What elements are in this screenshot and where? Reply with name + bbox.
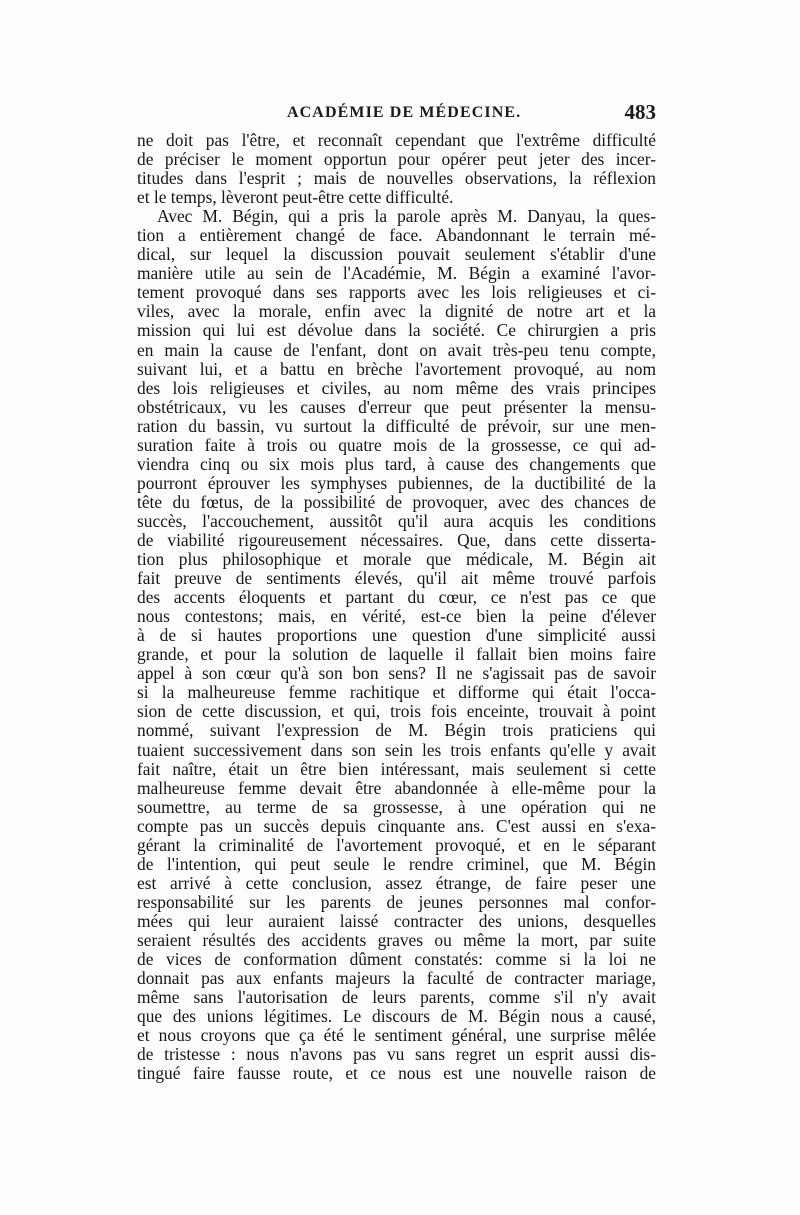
- text-line: tion a entièrement changé de face. Abandonnant le terrain mé-: [137, 225, 656, 246]
- text-line: tête du fœtus, de la possibilité de provoquer, avec des chances de: [137, 491, 656, 512]
- text-line: ne doit pas l'être, et reconnaît cependant que l'extrême difficulté: [137, 130, 656, 150]
- text-line: en main la cause de l'enfant, dont on avait très-peu tenu compte,: [137, 339, 656, 360]
- text-line: à de si hautes proportions une question d'une simplicité aussi: [137, 625, 656, 646]
- text-line: des accents éloquents et partant du cœur, ce n'est pas ce que: [137, 587, 656, 608]
- text-line: obstétricaux, vu les causes d'erreur que peut présenter la mensu-: [137, 396, 656, 417]
- text-line: des lois religieuses et civiles, au nom même des vrais principes: [137, 377, 656, 398]
- text-line: mées qui leur auraient laissé contracter des unions, desquelles: [137, 910, 656, 931]
- text-line: gérant la criminalité de l'avortement provoqué, et en le séparant: [137, 834, 656, 855]
- text-line: et le temps, lèveront peut-être cette difficulté.: [137, 187, 454, 208]
- text-line: que des unions légitimes. Le discours de M. Bégin nous a causé,: [137, 1006, 656, 1027]
- text-line: tement provoqué dans ses rapports avec les lois religieuses et ci-: [137, 282, 656, 303]
- text-line: titudes dans l'esprit ; mais de nouvelles observations, la réflexion: [137, 168, 656, 189]
- text-line: tuaient successivement dans son sein les trois enfants qu'elle y avait: [137, 739, 656, 760]
- text-line: viles, avec la morale, enfin avec la dignité de notre art et la: [137, 301, 656, 322]
- text-line: de tristesse : nous n'avons pas vu sans regret un esprit aussi dis-: [137, 1044, 656, 1065]
- body-text: [137, 131, 656, 1083]
- text-line: et nous croyons que ça été le sentiment général, une surprise mêlée: [137, 1025, 656, 1046]
- text-line: Avec M. Bégin, qui a pris la parole après M. Danyau, la ques-: [157, 206, 656, 227]
- text-line: responsabilité sur les parents de jeunes personnes mal confor-: [137, 891, 656, 912]
- running-title: ACADÉMIE DE MÉDECINE.: [287, 104, 522, 121]
- text-line: nommé, suivant l'expression de M. Bégin trois praticiens qui: [137, 720, 656, 741]
- text-line: même sans l'autorisation de leurs parents, comme s'il n'y avait: [137, 987, 656, 1008]
- text-line: suivant lui, et a battu en brèche l'avortement provoqué, au nom: [137, 358, 656, 379]
- text-line: grande, et pour la solution de laquelle il fallait bien moins faire: [137, 644, 656, 665]
- text-line: appel à son cœur qu'à son bon sens? Il ne s'agissait pas de savoir: [137, 663, 656, 684]
- text-line: de viabilité rigoureusement nécessaires. Que, dans cette disserta-: [137, 529, 656, 550]
- text-line: tion plus philosophique et morale que médicale, M. Bégin ait: [137, 549, 656, 570]
- text-line: soumettre, au terme de sa grossesse, à une opération qui ne: [137, 796, 656, 817]
- text-line: est arrivé à cette conclusion, assez étrange, de faire peser une: [137, 872, 656, 893]
- text-line: seraient résultés des accidents graves ou même la mort, par suite: [137, 929, 656, 950]
- text-line: de vices de conformation dûment constatés: comme si la loi ne: [137, 949, 656, 970]
- text-line: malheureuse femme devait être abandonnée à elle-même pour la: [137, 777, 656, 798]
- text-line: de l'intention, qui peut seule le rendre criminel, que M. Bégin: [137, 853, 656, 874]
- text-line: donnait pas aux enfants majeurs la faculté de contracter mariage,: [137, 968, 656, 989]
- text-line: tingué faire fausse route, et ce nous est une nouvelle raison de: [137, 1063, 656, 1084]
- text-line: mission qui lui est dévolue dans la société. Ce chirurgien a pris: [137, 320, 656, 341]
- text-line: fait naître, était un être bien intéressant, mais seulement si cette: [137, 758, 656, 779]
- text-line: manière utile au sein de l'Académie, M. Bégin a examiné l'avor-: [137, 263, 656, 284]
- text-line: pourront éprouver les symphyses pubiennes, de la ductibilité de la: [137, 472, 656, 493]
- page-number: 483: [624, 100, 656, 124]
- text-line: dical, sur lequel la discussion pouvait seulement s'établir d'une: [137, 244, 656, 265]
- running-head: [137, 100, 656, 130]
- text-line: de préciser le moment opportun pour opérer peut jeter des incer-: [137, 149, 656, 170]
- text-line: ration du bassin, vu surtout la difficulté de prévoir, sur une men-: [137, 415, 656, 436]
- text-line: suration faite à trois ou quatre mois de la grossesse, ce qui ad-: [137, 434, 656, 455]
- text-line: sion de cette discussion, et qui, trois fois enceinte, trouvait à point: [137, 701, 656, 722]
- text-line: succès, l'accouchement, aussitôt qu'il aura acquis les conditions: [137, 510, 656, 531]
- text-line: fait preuve de sentiments élevés, qu'il ait même trouvé parfois: [137, 568, 656, 589]
- text-line: viendra cinq ou six mois plus tard, à cause des changements que: [137, 453, 656, 474]
- text-line: nous contestons; mais, en vérité, est-ce bien la peine d'élever: [137, 606, 656, 627]
- text-line: compte pas un succès depuis cinquante ans. C'est aussi en s'exa-: [137, 815, 656, 836]
- text-line: si la malheureuse femme rachitique et difforme qui était l'occa-: [137, 682, 656, 703]
